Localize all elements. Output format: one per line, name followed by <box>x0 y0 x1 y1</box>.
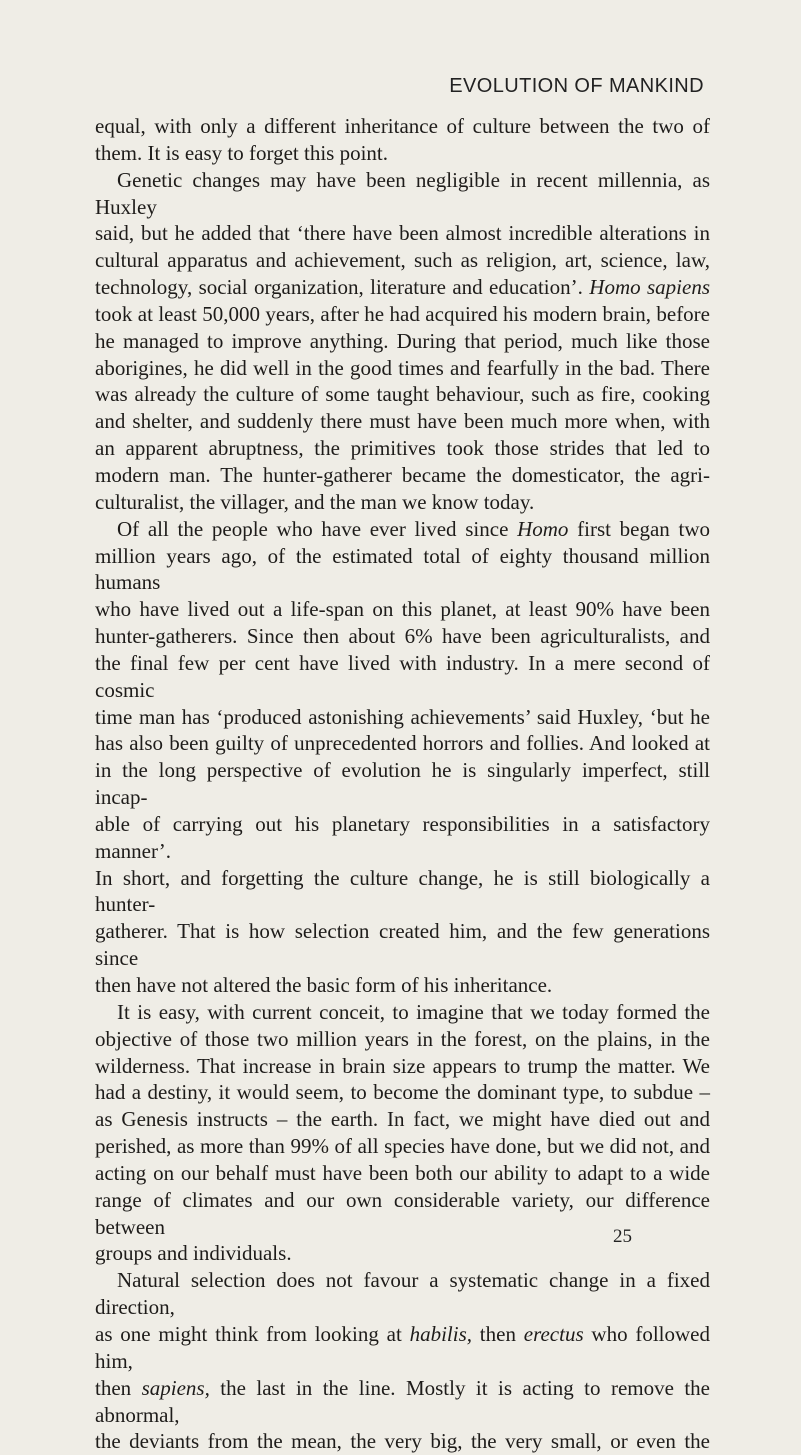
text-line: cultural apparatus and achievement, such as religion, art, science, law, <box>95 248 710 273</box>
text-line: them. It is easy to forget this point. <box>95 140 388 165</box>
text-line: groups and individuals. <box>95 1241 292 1266</box>
text-line: the final few per cent have lived with industry. In a mere second of cosmic <box>95 650 710 702</box>
text-line: an apparent abruptness, the primitives took those strides that led to <box>95 436 710 461</box>
text-line: and shelter, and suddenly there must have been much more when, with <box>95 409 710 434</box>
text-line: then sapiens, the last in the line. Mostly it is acting to remove the abnormal, <box>95 1375 710 1427</box>
text-line: he managed to improve anything. During that period, much like those <box>95 328 710 353</box>
text-line: acting on our behalf must have been both our ability to adapt to a wide <box>95 1160 710 1185</box>
text-line: culturalist, the villager, and the man we know today. <box>95 489 535 514</box>
text-line: as one might think from looking at habilis, then erectus who followed him, <box>95 1321 710 1373</box>
text-line: was already the culture of some taught behaviour, such as fire, cooking <box>95 382 710 407</box>
text-line: took at least 50,000 years, after he had acquired his modern brain, before <box>95 301 710 326</box>
text-line: Genetic changes may have been negligible in recent millennia, as Huxley <box>95 167 710 219</box>
text-line: In short, and forgetting the culture change, he is still biologically a hunter- <box>95 865 710 917</box>
text-line: gatherer. That is how selection created him, and the few generations since <box>95 919 710 971</box>
text-line: able of carrying out his planetary responsibilities in a satisfactory manner’. <box>95 811 710 863</box>
text-line: in the long perspective of evolution he is singularly imperfect, still incap- <box>95 758 710 810</box>
text-line: It is easy, with current conceit, to imagine that we today formed the <box>117 999 710 1024</box>
text-line: hunter-gatherers. Since then about 6% have been agriculturalists, and <box>95 624 710 649</box>
text-line: technology, social organization, literature and education’. Homo sapiens <box>95 275 710 300</box>
text-line: as Genesis instructs – the earth. In fact, we might have died out and <box>95 1107 710 1132</box>
text-line: equal, with only a different inheritance of culture between the two of <box>95 114 710 138</box>
text-line: modern man. The hunter-gatherer became the domesticator, the agri- <box>95 462 710 487</box>
text-line: Of all the people who have ever lived since Homo first began two <box>117 516 710 541</box>
text-line: million years ago, of the estimated total of eighty thousand million humans <box>95 543 710 595</box>
body-text <box>95 113 710 1455</box>
text-line: perished, as more than 99% of all species have done, but we did not, and <box>95 1134 710 1159</box>
text-line: time man has ‘produced astonishing achievements’ said Huxley, ‘but he <box>95 704 710 729</box>
text-line: range of climates and our own considerable variety, our difference between <box>95 1187 710 1239</box>
text-line: who have lived out a life-span on this planet, at least 90% have been <box>95 597 710 622</box>
text-line: aborigines, he did well in the good times and fearfully in the bad. There <box>95 355 710 380</box>
text-line: the deviants from the mean, the very big, the very small, or even the <box>95 1429 710 1454</box>
text-line: then have not altered the basic form of his inheritance. <box>95 973 553 997</box>
text-line: had a destiny, it would seem, to become the dominant type, to subdue – <box>95 1080 710 1105</box>
text-line: Natural selection does not favour a systematic change in a fixed direction, <box>95 1268 710 1320</box>
running-head: EVOLUTION OF MANKIND <box>449 75 704 97</box>
text-line: said, but he added that ‘there have been almost incredible alterations in <box>95 221 710 246</box>
page-number: 25 <box>613 1226 632 1247</box>
text-line: objective of those two million years in the forest, on the plains, in the <box>95 1026 710 1051</box>
text-line: wilderness. That increase in brain size appears to trump the matter. We <box>95 1053 710 1078</box>
text-line: has also been guilty of unprecedented horrors and follies. And looked at <box>95 731 710 756</box>
